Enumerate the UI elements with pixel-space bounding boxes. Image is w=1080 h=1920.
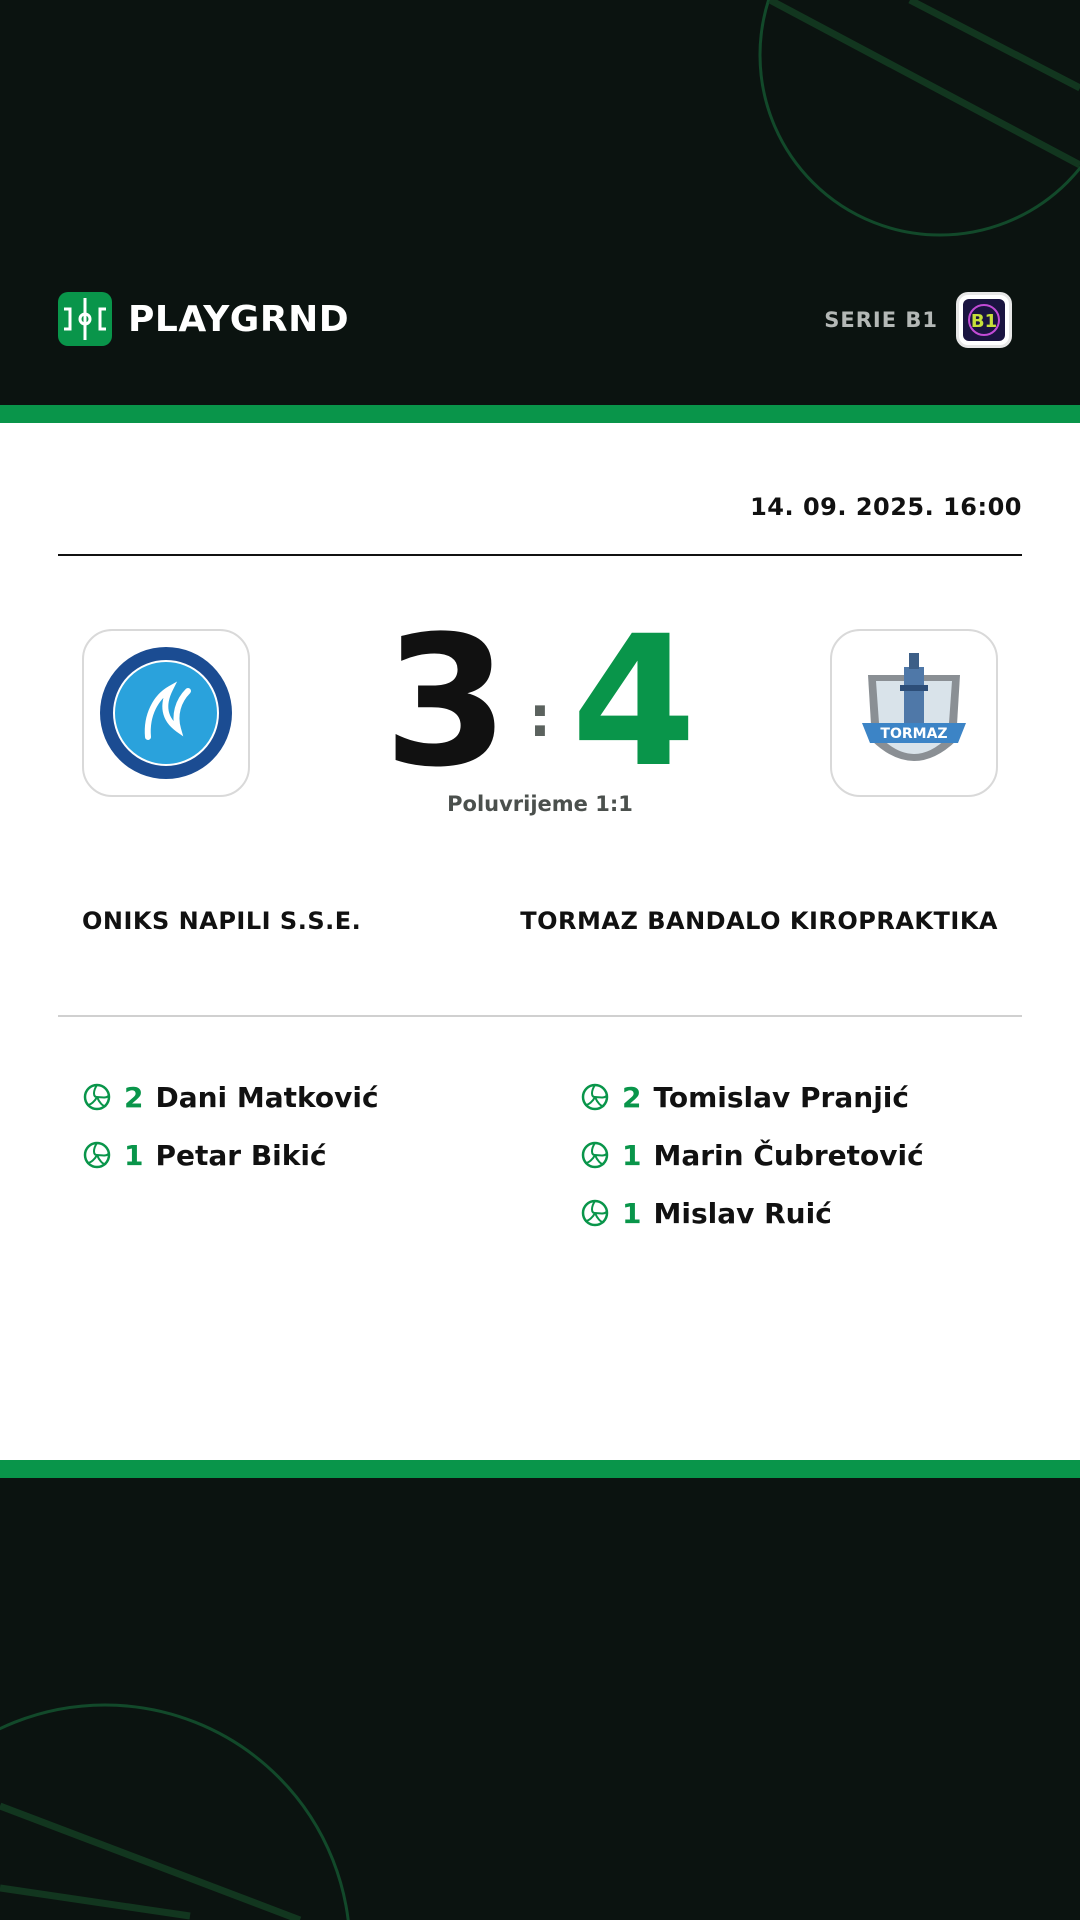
brand-name: PLAYGRND [128, 298, 350, 340]
ball-icon [580, 1140, 610, 1170]
pitch-lines-decoration [0, 1478, 1080, 1920]
accent-stripe-top [0, 405, 1080, 423]
pitch-icon [58, 292, 112, 346]
away-team-logo [830, 629, 998, 797]
brand [58, 292, 349, 346]
league-badge-text: B1 [970, 311, 998, 332]
league-info [824, 292, 1012, 348]
player-name: Tomislav Pranjić [653, 1080, 909, 1114]
goal-count: 2 [124, 1080, 144, 1114]
halftime-score: Poluvrijeme 1:1 [447, 792, 633, 816]
score-separator: : [528, 685, 552, 750]
score-home: 3 [383, 598, 509, 807]
home-team-logo [82, 629, 250, 797]
league-badge-icon [956, 292, 1012, 348]
divider [58, 554, 1022, 556]
ball-icon [580, 1082, 610, 1112]
away-team-name: TORMAZ BANDALO KIROPRAKTIKA [520, 907, 998, 935]
header-area [0, 0, 1080, 405]
league-name: SERIE B1 [824, 308, 938, 332]
home-team-name: ONIKS NAPILI S.S.E. [82, 907, 362, 935]
score-away: 4 [571, 598, 697, 807]
player-name: Petar Bikić [155, 1138, 327, 1172]
away-logo-text: TORMAZ [880, 726, 948, 742]
player-name: Mislav Ruić [653, 1196, 832, 1230]
match-card [0, 423, 1080, 1460]
scorer-row [82, 1068, 379, 1126]
player-name: Dani Matković [155, 1080, 379, 1114]
goal-count: 2 [622, 1080, 642, 1114]
scorer-row [580, 1068, 924, 1126]
ball-icon [82, 1140, 112, 1170]
scorer-row [580, 1126, 924, 1184]
scorer-row [580, 1184, 924, 1242]
away-scorers [580, 1068, 924, 1242]
divider-light [58, 1015, 1022, 1017]
home-scorers [82, 1068, 379, 1184]
goal-count: 1 [622, 1196, 642, 1230]
goal-count: 1 [622, 1138, 642, 1172]
ball-icon [580, 1198, 610, 1228]
accent-stripe-bottom [0, 1460, 1080, 1478]
player-name: Marin Čubretović [653, 1138, 924, 1172]
footer-area [0, 1478, 1080, 1920]
scorer-row [82, 1126, 379, 1184]
ball-icon [82, 1082, 112, 1112]
match-datetime: 14. 09. 2025. 16:00 [750, 493, 1022, 521]
goal-count: 1 [124, 1138, 144, 1172]
